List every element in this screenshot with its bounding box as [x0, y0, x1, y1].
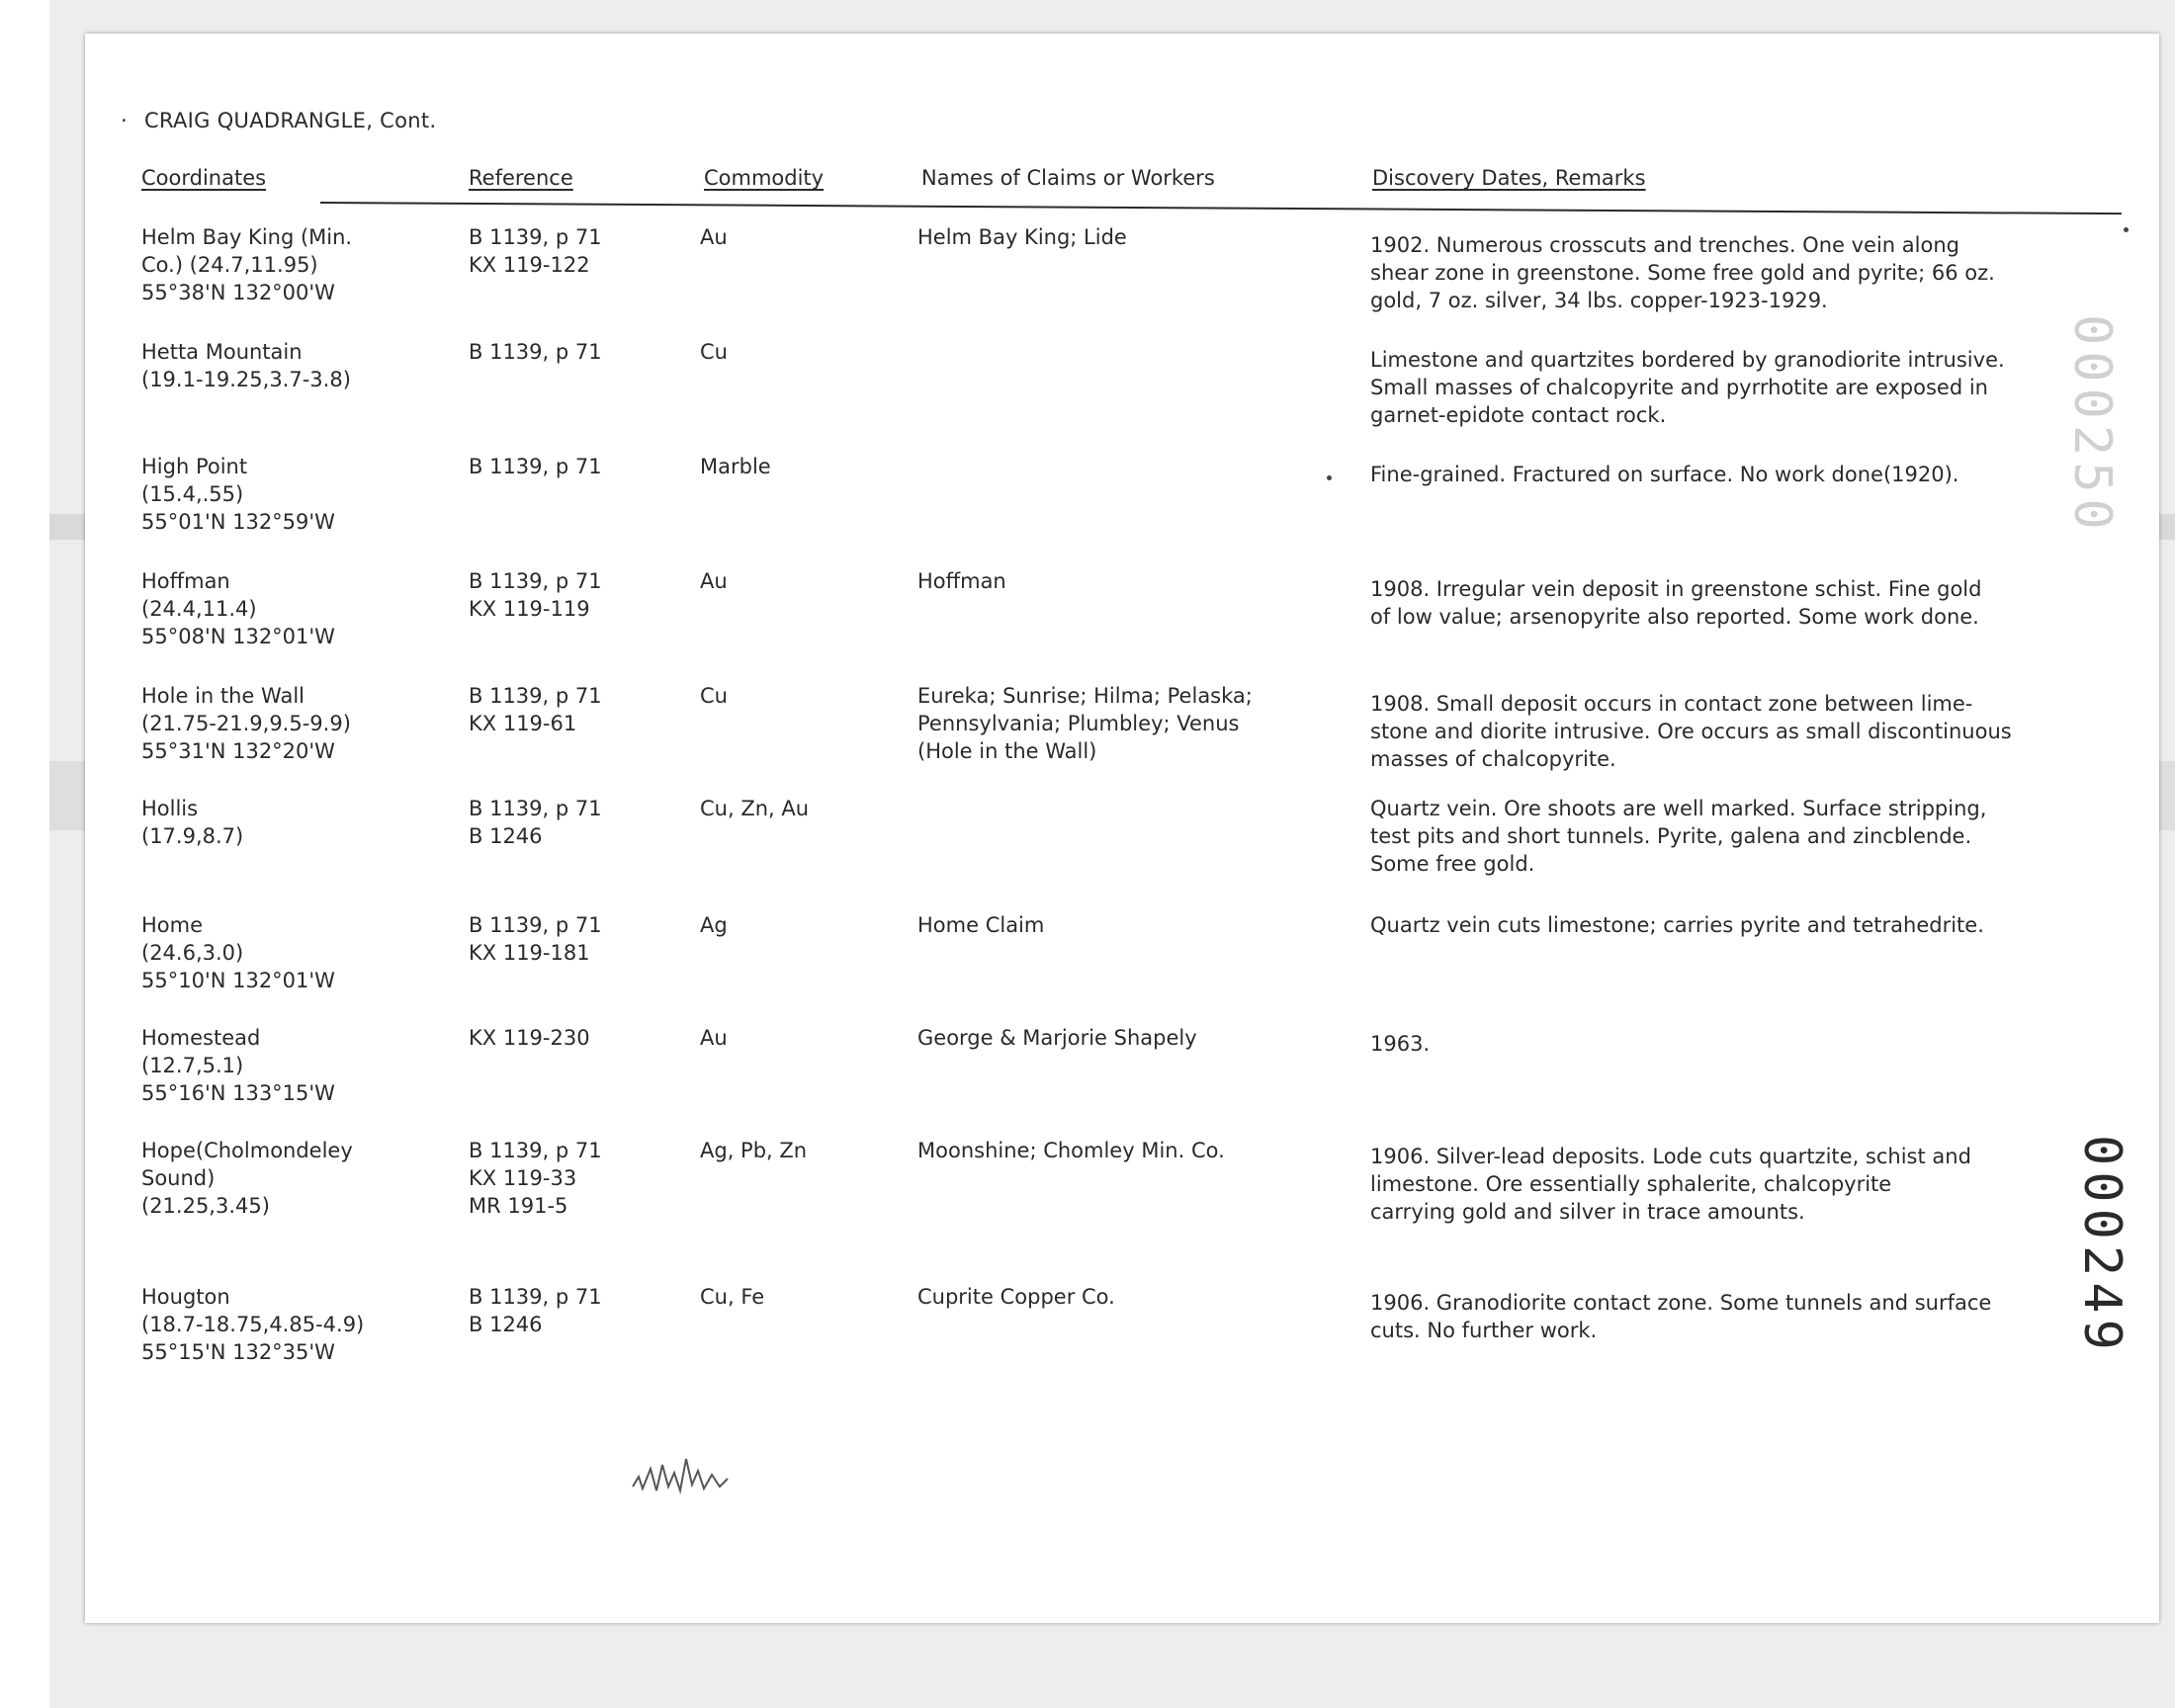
cell-reference: B 1139, p 71 KX 119-122: [469, 225, 602, 277]
column-header-names: Names of Claims or Workers: [921, 166, 1215, 190]
cell-reference: KX 119-230: [469, 1026, 590, 1050]
page-heading: CRAIG QUADRANGLE, Cont.: [144, 109, 437, 132]
column-header-commodity: Commodity: [704, 166, 825, 190]
cell-remarks: 1906. Granodiorite contact zone. Some tunnels and surface cuts. No further work.: [1370, 1291, 1992, 1342]
header-rule: [320, 202, 2122, 214]
cell-commodity: Au: [700, 569, 728, 593]
ink-dot: [2124, 227, 2129, 232]
cell-commodity: Au: [700, 1026, 728, 1050]
cell-reference: B 1139, p 71 KX 119-181: [469, 913, 602, 965]
cell-remarks: 1963.: [1370, 1032, 1431, 1056]
cell-coordinates: Hougton (18.7-18.75,4.85-4.9) 55°15'N 132°35'W: [141, 1285, 365, 1364]
column-header-coordinates: Coordinates: [141, 166, 267, 190]
document-sheet: [85, 34, 2159, 1623]
ink-scribble: [629, 1447, 738, 1496]
cell-coordinates: Helm Bay King (Min. Co.) (24.7,11.95) 55°38'N 132°00'W: [141, 225, 353, 304]
cell-reference: B 1139, p 71 KX 119-61: [469, 684, 602, 735]
cell-coordinates: Hetta Mountain (19.1-19.25,3.7-3.8): [141, 340, 351, 391]
page-number-stamp: 000249: [2072, 1135, 2132, 1356]
cell-commodity: Ag, Pb, Zn: [700, 1139, 808, 1162]
cell-remarks: Quartz vein. Ore shoots are well marked. Surface stripping, test pits and short tunnels. Pyrite, galena and zincblende. Some free gold.: [1370, 797, 1987, 876]
cell-remarks: Quartz vein cuts limestone; carries pyrite and tetrahedrite.: [1370, 913, 1984, 937]
cell-commodity: Ag: [700, 913, 728, 937]
cell-reference: B 1139, p 71 B 1246: [469, 797, 602, 848]
cell-reference: B 1139, p 71: [469, 340, 602, 364]
cell-coordinates: Hoffman (24.4,11.4) 55°08'N 132°01'W: [141, 569, 335, 648]
ink-dot: [1327, 475, 1332, 480]
cell-commodity: Au: [700, 225, 728, 249]
cell-names: Moonshine; Chomley Min. Co.: [917, 1139, 1225, 1162]
cell-coordinates: Hollis (17.9,8.7): [141, 797, 244, 848]
cell-reference: B 1139, p 71 KX 119-33 MR 191-5: [469, 1139, 602, 1218]
column-header-remarks: Discovery Dates, Remarks: [1372, 166, 1646, 190]
cell-remarks: 1906. Silver-lead deposits. Lode cuts quartzite, schist and limestone. Ore essentially sphalerite, chalcopyrite carrying gold and silver in trace amounts.: [1370, 1145, 1971, 1224]
cell-remarks: 1908. Irregular vein deposit in greenstone schist. Fine gold of low value; arsenopyrite also reported. Some work done.: [1370, 577, 1982, 629]
cell-commodity: Marble: [700, 455, 771, 478]
cell-names: Cuprite Copper Co.: [917, 1285, 1115, 1309]
cell-coordinates: Home (24.6,3.0) 55°10'N 132°01'W: [141, 913, 335, 992]
cell-names: Eureka; Sunrise; Hilma; Pelaska; Pennsylvania; Plumbley; Venus (Hole in the Wall): [917, 684, 1253, 763]
cell-names: Home Claim: [917, 913, 1045, 937]
cell-names: Hoffman: [917, 569, 1006, 593]
cell-remarks: Fine-grained. Fractured on surface. No work done(1920).: [1370, 463, 1959, 486]
heading-bullet: ·: [121, 109, 128, 132]
cell-remarks: 1902. Numerous crosscuts and trenches. One vein along shear zone in greenstone. Some free gold and pyrite; 66 oz. gold, 7 oz. silver, 34 lbs. copper-1923-1929.: [1370, 233, 1995, 312]
cell-names: Helm Bay King; Lide: [917, 225, 1127, 249]
cell-remarks: Limestone and quartzites bordered by granodiorite intrusive. Small masses of chalcopyrite and pyrrhotite are exposed in garnet-epidote contact rock.: [1370, 348, 2005, 427]
cell-commodity: Cu, Fe: [700, 1285, 765, 1309]
cell-commodity: Cu, Zn, Au: [700, 797, 810, 820]
cell-reference: B 1139, p 71 B 1246: [469, 1285, 602, 1336]
faded-page-stamp: 000250: [2062, 314, 2122, 536]
cell-coordinates: Homestead (12.7,5.1) 55°16'N 133°15'W: [141, 1026, 335, 1105]
cell-coordinates: Hope(Cholmondeley Sound) (21.25,3.45): [141, 1139, 353, 1218]
cell-coordinates: Hole in the Wall (21.75-21.9,9.5-9.9) 55°31'N 132°20'W: [141, 684, 351, 763]
cell-coordinates: High Point (15.4,.55) 55°01'N 132°59'W: [141, 455, 335, 534]
cell-reference: B 1139, p 71: [469, 455, 602, 478]
cell-names: George & Marjorie Shapely: [917, 1026, 1197, 1050]
cell-reference: B 1139, p 71 KX 119-119: [469, 569, 602, 621]
cell-commodity: Cu: [700, 684, 728, 708]
cell-commodity: Cu: [700, 340, 728, 364]
scan-margin: [0, 0, 49, 1708]
column-header-reference: Reference: [469, 166, 573, 190]
cell-remarks: 1908. Small deposit occurs in contact zone between lime- stone and diorite intrusive. Ore occurs as small discontinuous masses of chalcopyrite.: [1370, 692, 2012, 771]
